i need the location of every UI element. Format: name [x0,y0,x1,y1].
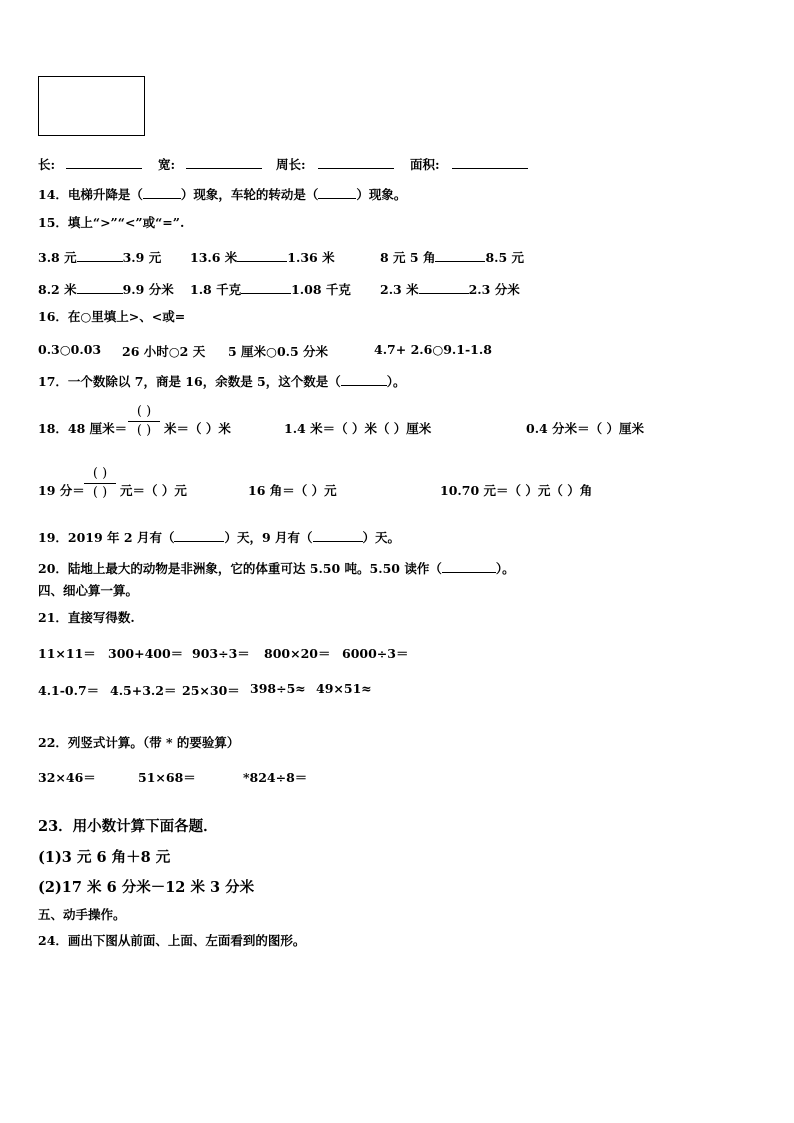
q17-text-b: ）。 [386,374,406,389]
question-20 [38,560,515,576]
q15-r1-b-right: 1.36 米 [287,250,335,265]
q15-r2-a-left: 8.2 米 [38,282,77,297]
q18-prefix: 18．48 厘米＝ [38,421,128,436]
q20-text-b: ）。 [495,561,515,576]
q21-r1-item-3: 903÷3＝ [192,646,250,661]
q14-text-a: 14．电梯升降是（ [38,187,143,202]
q22-title: 22．列竖式计算。（带 * 的要验算） [38,735,240,750]
q17-blank[interactable] [341,373,387,386]
q18b-frac-den: ( ) [92,485,108,500]
q16-item-3: 5 厘米○0.5 分米 [228,344,329,359]
fraction-bar [128,421,160,422]
section-4-title: 四、细心算一算。 [38,583,139,598]
q18-part-3: 0.4 分米＝（ ）厘米 [526,421,644,436]
q16-item-4: 4.7+ 2.6○9.1-1.8 [374,342,492,357]
q15-r2-b-blank[interactable] [241,281,291,294]
q15-r2-c-right: 2.3 分米 [468,282,520,297]
q18-fraction[interactable] [128,404,160,439]
q18-after-frac: 米＝（ ）米 [164,421,231,436]
q21-r2-item-4: 398÷5≈ [250,681,306,696]
q15-r1-b-left: 13.6 米 [190,250,238,265]
q15-r2-b-left: 1.8 千克 [190,282,242,297]
width-blank[interactable] [186,156,262,169]
q20-blank[interactable] [442,560,496,573]
q21-r1-item-1: 11×11＝ [38,646,96,661]
area-blank[interactable] [452,156,528,169]
perimeter-label: 周长: [276,157,306,172]
q21-r1-item-4: 800×20＝ [264,646,331,661]
q19-blank-2[interactable] [313,529,363,542]
q19-text-c: ）天。 [362,530,401,545]
q21-r2-item-2: 4.5+3.2＝ [110,683,177,698]
q17-text-a: 17．一个数除以 7，商是 16，余数是 5，这个数是（ [38,374,341,389]
q21-r2-item-5: 49×51≈ [316,681,372,696]
q19-blank-1[interactable] [174,529,224,542]
length-blank[interactable] [66,156,142,169]
q22-item-1: 32×46＝ [38,770,96,785]
q15-r2-a-right: 9.9 分米 [122,282,174,297]
length-label: 长: [38,157,56,172]
q18b-after-frac: 元＝（ ）元 [120,483,187,498]
q15-r2-c-blank[interactable] [419,281,469,294]
q24-title: 24．画出下图从前面、上面、左面看到的图形。 [38,933,306,948]
q22-item-3: *824÷8＝ [243,770,308,785]
q15-r1-c-right: 8.5 元 [485,250,525,265]
q19-text-a: 19．2019 年 2 月有（ [38,530,175,545]
question-17 [38,373,406,389]
q15-r1-a-right: 3.9 元 [122,250,162,265]
q18b-fraction[interactable] [84,466,116,501]
q14-blank-1[interactable] [143,186,181,199]
q15-r1-c-blank[interactable] [435,249,485,262]
q15-r2-a-blank[interactable] [77,281,123,294]
q18-part-2: 1.4 米＝（ ）米（ ）厘米 [284,421,432,436]
q14-text-c: ）现象。 [356,187,407,202]
q18b-part-3: 10.70 元＝（ ）元（ ）角 [440,483,593,498]
q15-r1-a-left: 3.8 元 [38,250,77,265]
q15-title: 15．填上“>”“<”或“=”. [38,215,185,230]
q15-r1-c-left: 8 元 5 角 [380,250,436,265]
section-5-title: 五、动手操作。 [38,907,126,922]
q15-r2-b-right: 1.08 千克 [291,282,351,297]
q18b-prefix: 19 分＝ [38,483,85,498]
q21-r2-item-1: 4.1-0.7＝ [38,683,100,698]
q21-r1-item-5: 6000÷3＝ [342,646,409,661]
q23-item-1: (1)3 元 6 角＋8 元 [38,849,171,866]
q18b-frac-num: ( ) [92,466,108,481]
q18-frac-num: ( ) [136,404,152,419]
q18b-part-2: 16 角＝（ ）元 [248,483,337,498]
q23-item-2: (2)17 米 6 分米－12 米 3 分米 [38,879,255,896]
q15-r1-b-blank[interactable] [237,249,287,262]
q18-frac-den: ( ) [136,423,152,438]
question-19 [38,529,400,545]
width-label: 宽: [158,157,176,172]
q21-title: 21．直接写得数. [38,610,135,625]
q19-text-b: ）天，9 月有（ [224,530,313,545]
perimeter-blank[interactable] [318,156,394,169]
question-14 [38,186,406,202]
fraction-bar [84,483,116,484]
q21-r2-item-3: 25×30＝ [182,683,240,698]
q14-blank-2[interactable] [318,186,356,199]
rectangle-figure [38,76,145,136]
q15-r2-c-left: 2.3 米 [380,282,419,297]
q16-title: 16．在○里填上>、<或= [38,309,186,324]
q16-item-1: 0.3○0.03 [38,342,102,357]
q22-item-2: 51×68＝ [138,770,196,785]
q23-title: 23．用小数计算下面各题． [38,818,218,835]
q15-r1-a-blank[interactable] [77,249,123,262]
area-label: 面积: [410,157,440,172]
q21-r1-item-2: 300+400＝ [108,646,184,661]
q14-text-b: ）现象，车轮的转动是（ [180,187,319,202]
q16-item-2: 26 小时○2 天 [122,344,206,359]
q20-text-a: 20．陆地上最大的动物是非洲象，它的体重可达 5.50 吨。5.50 读作（ [38,561,442,576]
